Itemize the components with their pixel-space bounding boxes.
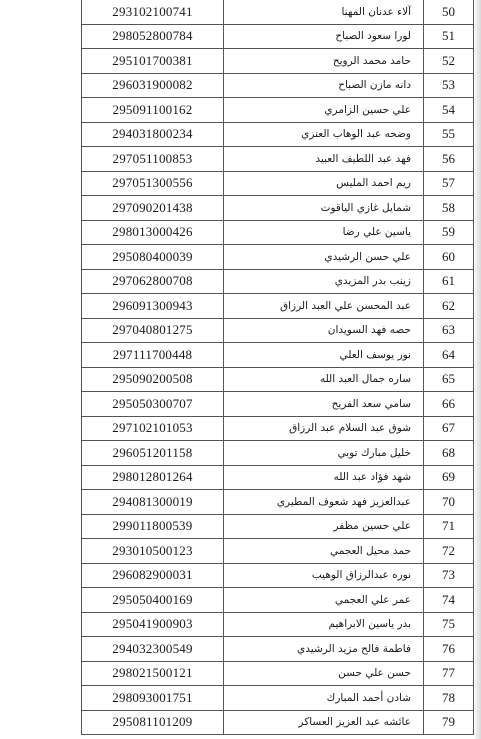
civil-id-cell: 298012801264 xyxy=(82,465,224,490)
student-name-cell: لورا سعود الصباح xyxy=(224,24,424,49)
row-number-cell: 55 xyxy=(424,122,474,147)
student-name-cell: وضحه عبد الوهاب العنزي xyxy=(224,122,424,147)
civil-id-cell: 297090201438 xyxy=(82,196,224,221)
row-number-cell: 79 xyxy=(424,710,474,735)
student-name-cell: شمايل غازي الياقوت xyxy=(224,196,424,221)
table-row xyxy=(82,465,474,490)
civil-id-cell: 298013000426 xyxy=(82,220,224,245)
table-row xyxy=(82,196,474,221)
row-number-cell: 74 xyxy=(424,588,474,613)
civil-id-cell: 293102100741 xyxy=(82,0,224,24)
civil-id-cell: 295080400039 xyxy=(82,245,224,270)
table-row xyxy=(82,490,474,515)
student-name-cell: ريم احمد المليس xyxy=(224,171,424,196)
student-name-cell: شادن أحمد المبارك xyxy=(224,686,424,711)
table-row xyxy=(82,0,474,24)
row-number-cell: 50 xyxy=(424,0,474,24)
civil-id-cell: 298021500121 xyxy=(82,661,224,686)
table-row xyxy=(82,269,474,294)
table-row xyxy=(82,539,474,564)
table-row xyxy=(82,73,474,98)
student-table xyxy=(81,0,474,735)
civil-id-cell: 297051100853 xyxy=(82,147,224,172)
row-number-cell: 60 xyxy=(424,245,474,270)
table-row xyxy=(82,588,474,613)
table-row xyxy=(82,612,474,637)
civil-id-cell: 297051300556 xyxy=(82,171,224,196)
student-name-cell: حمد محيل العجمي xyxy=(224,539,424,564)
row-number-cell: 53 xyxy=(424,73,474,98)
row-number-cell: 77 xyxy=(424,661,474,686)
civil-id-cell: 295050400169 xyxy=(82,588,224,613)
student-name-cell: زينب بدر المزيدي xyxy=(224,269,424,294)
civil-id-cell: 296051201158 xyxy=(82,441,224,466)
civil-id-cell: 295101700381 xyxy=(82,49,224,74)
student-name-cell: علي حسين الزامري xyxy=(224,98,424,123)
table-row xyxy=(82,122,474,147)
row-number-cell: 56 xyxy=(424,147,474,172)
civil-id-cell: 297040801275 xyxy=(82,318,224,343)
table-row xyxy=(82,441,474,466)
row-number-cell: 75 xyxy=(424,612,474,637)
row-number-cell: 70 xyxy=(424,490,474,515)
row-number-cell: 63 xyxy=(424,318,474,343)
table-row xyxy=(82,318,474,343)
table-row xyxy=(82,563,474,588)
student-name-cell: بدر ياسين الابراهيم xyxy=(224,612,424,637)
student-name-cell: حسن علي حسن xyxy=(224,661,424,686)
civil-id-cell: 295090200508 xyxy=(82,367,224,392)
student-name-cell: فهد عبد اللطيف العبيد xyxy=(224,147,424,172)
row-number-cell: 67 xyxy=(424,416,474,441)
table-row xyxy=(82,416,474,441)
row-number-cell: 61 xyxy=(424,269,474,294)
civil-id-cell: 294031800234 xyxy=(82,122,224,147)
table-row xyxy=(82,49,474,74)
civil-id-cell: 294032300549 xyxy=(82,637,224,662)
table-row xyxy=(82,392,474,417)
row-number-cell: 76 xyxy=(424,637,474,662)
civil-id-cell: 296082900031 xyxy=(82,563,224,588)
student-name-cell: حصه فهد السويدان xyxy=(224,318,424,343)
row-number-cell: 68 xyxy=(424,441,474,466)
civil-id-cell: 296091300943 xyxy=(82,294,224,319)
row-number-cell: 54 xyxy=(424,98,474,123)
table-row xyxy=(82,147,474,172)
student-name-cell: خليل مبارك توبي xyxy=(224,441,424,466)
student-name-cell: عمر علي العجمي xyxy=(224,588,424,613)
student-table-body xyxy=(82,0,474,735)
civil-id-cell: 294081300019 xyxy=(82,490,224,515)
row-number-cell: 64 xyxy=(424,343,474,368)
civil-id-cell: 297102101053 xyxy=(82,416,224,441)
table-row xyxy=(82,343,474,368)
student-name-cell: عبدالعزيز فهد شعوف المطيري xyxy=(224,490,424,515)
student-name-cell: شهد فؤاد عبد الله xyxy=(224,465,424,490)
row-number-cell: 66 xyxy=(424,392,474,417)
row-number-cell: 62 xyxy=(424,294,474,319)
row-number-cell: 73 xyxy=(424,563,474,588)
student-name-cell: علي حسن الرشيدي xyxy=(224,245,424,270)
student-name-cell: فاطمة فالح مزيد الرشيدي xyxy=(224,637,424,662)
table-row xyxy=(82,98,474,123)
student-name-cell: آلاء عدنان المهنا xyxy=(224,0,424,24)
table-row xyxy=(82,24,474,49)
student-name-cell: نوره عبدالرزاق الوهيب xyxy=(224,563,424,588)
table-row xyxy=(82,710,474,735)
civil-id-cell: 299011800539 xyxy=(82,514,224,539)
student-name-cell: دانه مازن الصباح xyxy=(224,73,424,98)
student-name-cell: سامي سعد الفريح xyxy=(224,392,424,417)
table-row xyxy=(82,245,474,270)
student-name-cell: حامد محمد الرويح xyxy=(224,49,424,74)
table-row xyxy=(82,220,474,245)
table-row xyxy=(82,171,474,196)
row-number-cell: 57 xyxy=(424,171,474,196)
table-row xyxy=(82,514,474,539)
student-name-cell: ياسين علي رضا xyxy=(224,220,424,245)
row-number-cell: 59 xyxy=(424,220,474,245)
student-name-cell: ساره جمال العبد الله xyxy=(224,367,424,392)
civil-id-cell: 298093001751 xyxy=(82,686,224,711)
civil-id-cell: 297111700448 xyxy=(82,343,224,368)
student-name-cell: عبد المحسن علي العبد الرزاق xyxy=(224,294,424,319)
table-row xyxy=(82,294,474,319)
row-number-cell: 65 xyxy=(424,367,474,392)
civil-id-cell: 295041900903 xyxy=(82,612,224,637)
table-row xyxy=(82,686,474,711)
row-number-cell: 72 xyxy=(424,539,474,564)
row-number-cell: 51 xyxy=(424,24,474,49)
page-edge-shadow xyxy=(475,0,481,739)
table-row xyxy=(82,637,474,662)
row-number-cell: 52 xyxy=(424,49,474,74)
row-number-cell: 78 xyxy=(424,686,474,711)
student-name-cell: نور يوسف العلي xyxy=(224,343,424,368)
civil-id-cell: 298052800784 xyxy=(82,24,224,49)
civil-id-cell: 297062800708 xyxy=(82,269,224,294)
civil-id-cell: 295091100162 xyxy=(82,98,224,123)
student-name-cell: علي حسين مظفر xyxy=(224,514,424,539)
civil-id-cell: 296031900082 xyxy=(82,73,224,98)
row-number-cell: 71 xyxy=(424,514,474,539)
student-name-cell: عائشه عبد العزيز العساكر xyxy=(224,710,424,735)
civil-id-cell: 295050300707 xyxy=(82,392,224,417)
student-name-cell: شوق عبد السلام عبد الرزاق xyxy=(224,416,424,441)
civil-id-cell: 293010500123 xyxy=(82,539,224,564)
table-row xyxy=(82,661,474,686)
row-number-cell: 58 xyxy=(424,196,474,221)
row-number-cell: 69 xyxy=(424,465,474,490)
table-row xyxy=(82,367,474,392)
civil-id-cell: 295081101209 xyxy=(82,710,224,735)
